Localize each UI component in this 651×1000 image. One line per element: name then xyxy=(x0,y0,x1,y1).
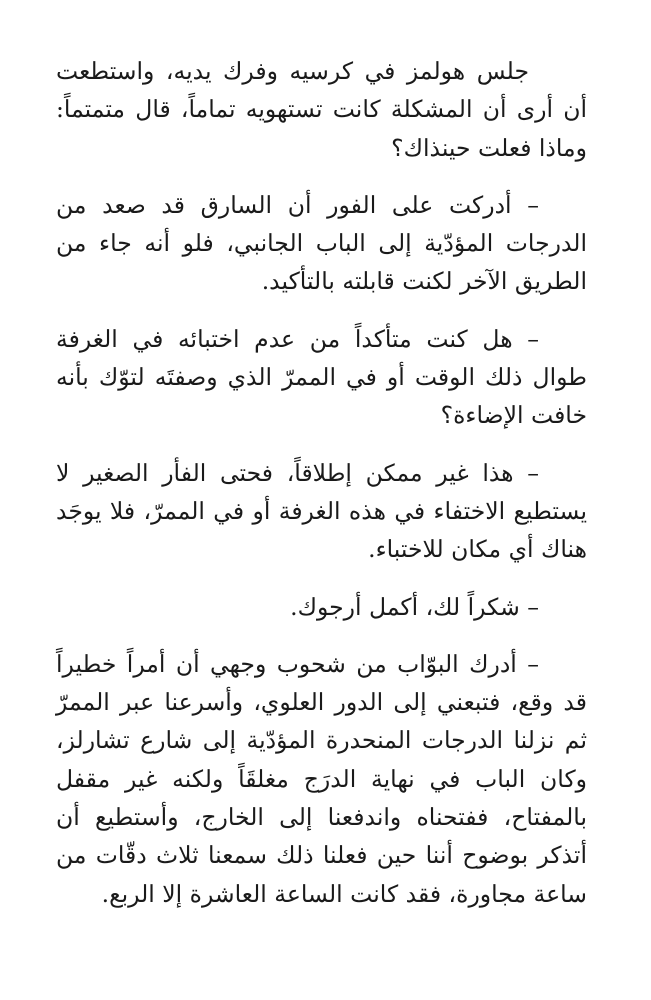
paragraph-4: – هذا غير ممكن إطلاقاً، فحتى الفأر الصغير لا يستطيع الاختفاء في هذه الغرفة أو في الممرّ، فلا يوجَد هناك أي مكان للاختباء. xyxy=(56,458,587,564)
book-page xyxy=(56,52,587,932)
paragraph-2: – أدركت على الفور أن السارق قد صعد من الدرجات المؤدّية إلى الباب الجانبي، فلو أنه جاء من الطريق الآخر لكنت قابلته بالتأكيد. xyxy=(56,190,587,296)
paragraph-5: – شكراً لك، أكمل أرجوك. xyxy=(290,592,539,621)
paragraph-3: – هل كنت متأكداً من عدم اختبائه في الغرفة طوال ذلك الوقت أو في الممرّ الذي وصفتَه لتوّك بأنه خافت الإضاءة؟ xyxy=(56,324,587,430)
paragraph-1: جلس هولمز في كرسيه وفرك يديه، واستطعت أن أرى أن المشكلة كانت تستهويه تماماً، قال متمتماً: وماذا فعلت حينذاك؟ xyxy=(56,57,587,162)
paragraph-6: – أدرك البوّاب من شحوب وجهي أن أمراً خطيراً قد وقع، فتبعني إلى الدور العلوي، وأسرعنا عبر الممرّ ثم نزلنا الدرجات المنحدرة المؤدّية إلى شارع تشارلز، وكان الباب في نهاية الدرَج مغلقَاً ولكنه غير مقفل بالمفتاح، ففتحناه واندفعنا إلى الخارج، وأستطيع أن أتذكر بوضوح أننا حين فعلنا ذلك سمعنا ثلاث دقّات من ساعة مجاورة، فقد كانت الساعة العاشرة إلا الربع. xyxy=(56,649,587,908)
